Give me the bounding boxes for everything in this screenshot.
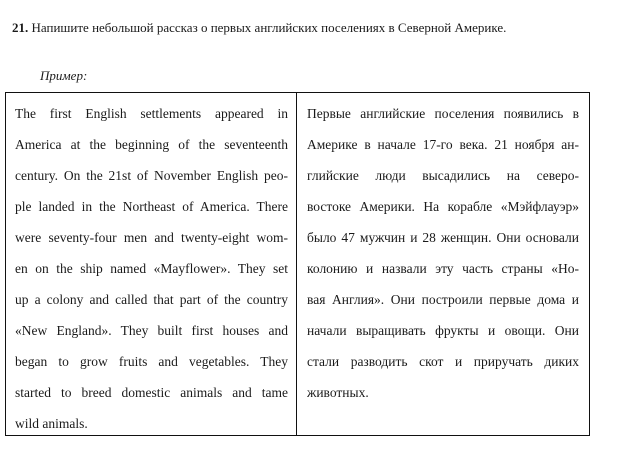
english-text-line: started to breed domestic animals and tame xyxy=(15,385,288,400)
russian-text-line: востоке Америки. На корабле «Мэйфлауэр» xyxy=(307,199,579,214)
russian-text-column xyxy=(297,93,589,435)
russian-text-line: Первые английские поселения появились в xyxy=(307,106,579,121)
english-text-line: The first English settlements appeared in xyxy=(15,106,288,121)
task-number: 21. xyxy=(12,20,29,35)
english-text-line: ple landed in the Northeast of America. There xyxy=(15,199,288,214)
russian-text-line: глийские люди высадились на северо- xyxy=(307,168,579,183)
example-label: Пример: xyxy=(40,68,88,83)
english-text-line: wild animals. xyxy=(15,416,88,431)
english-text-line: up a colony and called that part of the country xyxy=(15,292,288,307)
english-text-line: began to grow fruits and vegetables. They xyxy=(15,354,288,369)
english-text-line: America at the beginning of the seventeenth xyxy=(15,137,288,152)
task-heading xyxy=(12,20,506,36)
english-text-line: were seventy-four men and twenty-eight wom- xyxy=(15,230,288,245)
russian-text-line: колонию и назвали эту часть страны «Но- xyxy=(307,261,579,276)
task-text: Напишите небольшой рассказ о первых английских поселениях в Северной Америке. xyxy=(31,20,507,35)
russian-text-line: начали выращивать фрукты и овощи. Они xyxy=(307,323,579,338)
translation-table xyxy=(5,92,590,436)
english-text-line: en on the ship named «Mayflower». They set xyxy=(15,261,288,276)
russian-text-line: стали разводить скот и приручать диких xyxy=(307,354,579,369)
english-text-line: century. On the 21st of November English peo- xyxy=(15,168,288,183)
english-text-column xyxy=(6,93,297,435)
russian-text-line: было 47 мужчин и 28 женщин. Они основали xyxy=(307,230,579,245)
russian-text-line: животных. xyxy=(307,385,369,400)
russian-text-line: вая Англия». Они построили первые дома и xyxy=(307,292,579,307)
english-text-line: «New England». They built first houses and xyxy=(15,323,288,338)
russian-text-line: Америке в начале 17-го века. 21 ноября ан- xyxy=(307,137,579,152)
